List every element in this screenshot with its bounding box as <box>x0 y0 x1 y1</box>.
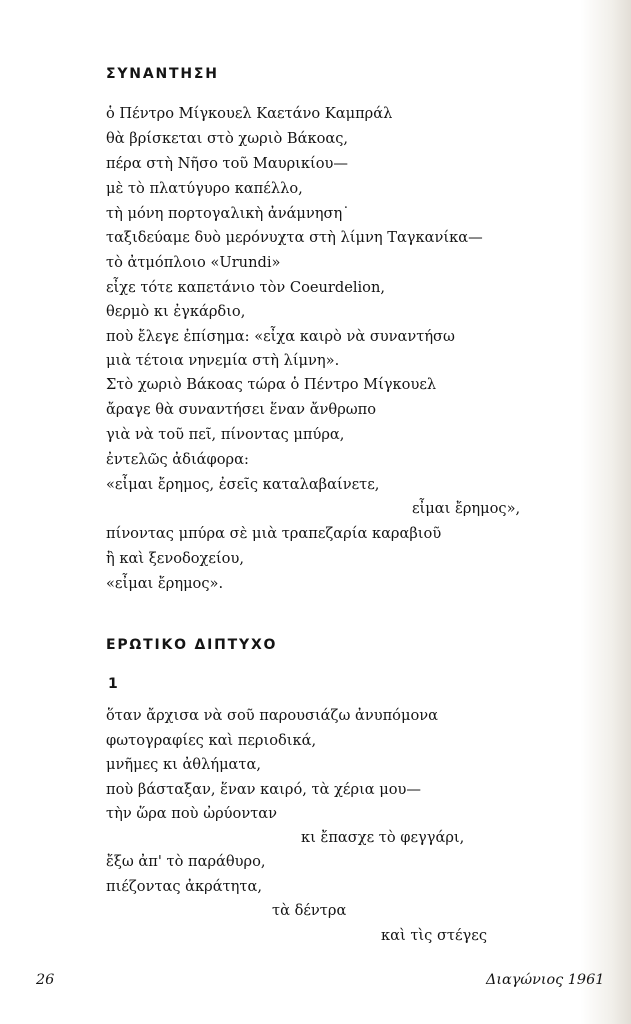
poem-line: πίνοντας μπύρα σὲ μιὰ τραπεζαρία καραβιοῦ <box>106 525 442 542</box>
poem-line: πέρα στὴ Νῆσο τοῦ Μαυρικίου— <box>106 155 348 172</box>
poem-line: τὸ ἀτμόπλοιο «Urundi» <box>106 254 281 271</box>
poem-line: Στὸ χωριὸ Βάκοας τώρα ὁ Πέντρο Μίγκουελ <box>106 376 437 393</box>
poem-title: ΣΥΝΑΝΤΗΣΗ <box>106 66 219 82</box>
section-number: 1 <box>108 676 118 692</box>
poem-line: γιὰ νὰ τοῦ πεῖ, πίνοντας μπύρα, <box>106 426 345 443</box>
poem-line: ποὺ βάσταξαν, ἕναν καιρό, τὰ χέρια μου— <box>106 781 422 798</box>
poem-line: ποὺ ἔλεγε ἐπίσημα: «εἶχα καιρὸ νὰ συναντήσω <box>106 328 455 345</box>
poem-line-indented: εἶμαι ἔρημος», <box>412 500 521 517</box>
poem-line: «εἶμαι ἔρημος». <box>106 575 224 592</box>
poem-line-indented: κι ἔπασχε τὸ φεγγάρι, <box>301 829 465 846</box>
poem-line-indented: καὶ τὶς στέγες <box>381 927 487 944</box>
poem-line: ὅταν ἄρχισα νὰ σοῦ παρουσιάζω ἀνυπόμονα <box>106 707 438 724</box>
poem-line: ἔξω ἀπ' τὸ παράθυρο, <box>106 853 266 870</box>
running-title: Διαγώνιος 1961 <box>486 972 605 988</box>
poem-line: ἐντελῶς ἀδιάφορα: <box>106 451 249 468</box>
page-number: 26 <box>36 972 55 988</box>
poem-line: μιὰ τέτοια νηνεμία στὴ λίμνη». <box>106 352 340 369</box>
poem-line-indented: τὰ δέντρα <box>272 902 347 919</box>
poem-line: θὰ βρίσκεται στὸ χωριὸ Βάκοας, <box>106 130 349 147</box>
poem-title: ΕΡΩΤΙΚΟ ΔΙΠΤΥΧΟ <box>106 637 278 653</box>
poem-line: φωτογραφίες καὶ περιοδικά, <box>106 732 317 749</box>
poem-line: θερμὸ κι ἐγκάρδιο, <box>106 303 246 320</box>
poem-line: μὲ τὸ πλατύγυρο καπέλλο, <box>106 180 303 197</box>
poem-line: μνῆμες κι ἀθλήματα, <box>106 756 261 773</box>
poem-line: εἶχε τότε καπετάνιο τὸν Coeurdelion, <box>106 279 386 296</box>
poem-line: ἢ καὶ ξενοδοχείου, <box>106 550 244 567</box>
poem-line: «εἶμαι ἔρημος, ἐσεῖς καταλαβαίνετε, <box>106 476 380 493</box>
poem-line: ἄραγε θὰ συναντήσει ἕναν ἄνθρωπο <box>106 401 377 418</box>
poem-line: ταξιδεύαμε δυὸ μερόνυχτα στὴ λίμνη Ταγκανίκα— <box>106 229 483 246</box>
poem-line: πιέζοντας ἀκράτητα, <box>106 878 262 895</box>
poem-line: ὁ Πέντρο Μίγκουελ Καετάνο Καμπράλ <box>106 105 393 122</box>
poem-line: τὴ μόνη πορτογαλικὴ ἀνάμνηση˙ <box>106 205 350 222</box>
poem-line: τὴν ὥρα ποὺ ὠρύονταν <box>106 805 277 822</box>
